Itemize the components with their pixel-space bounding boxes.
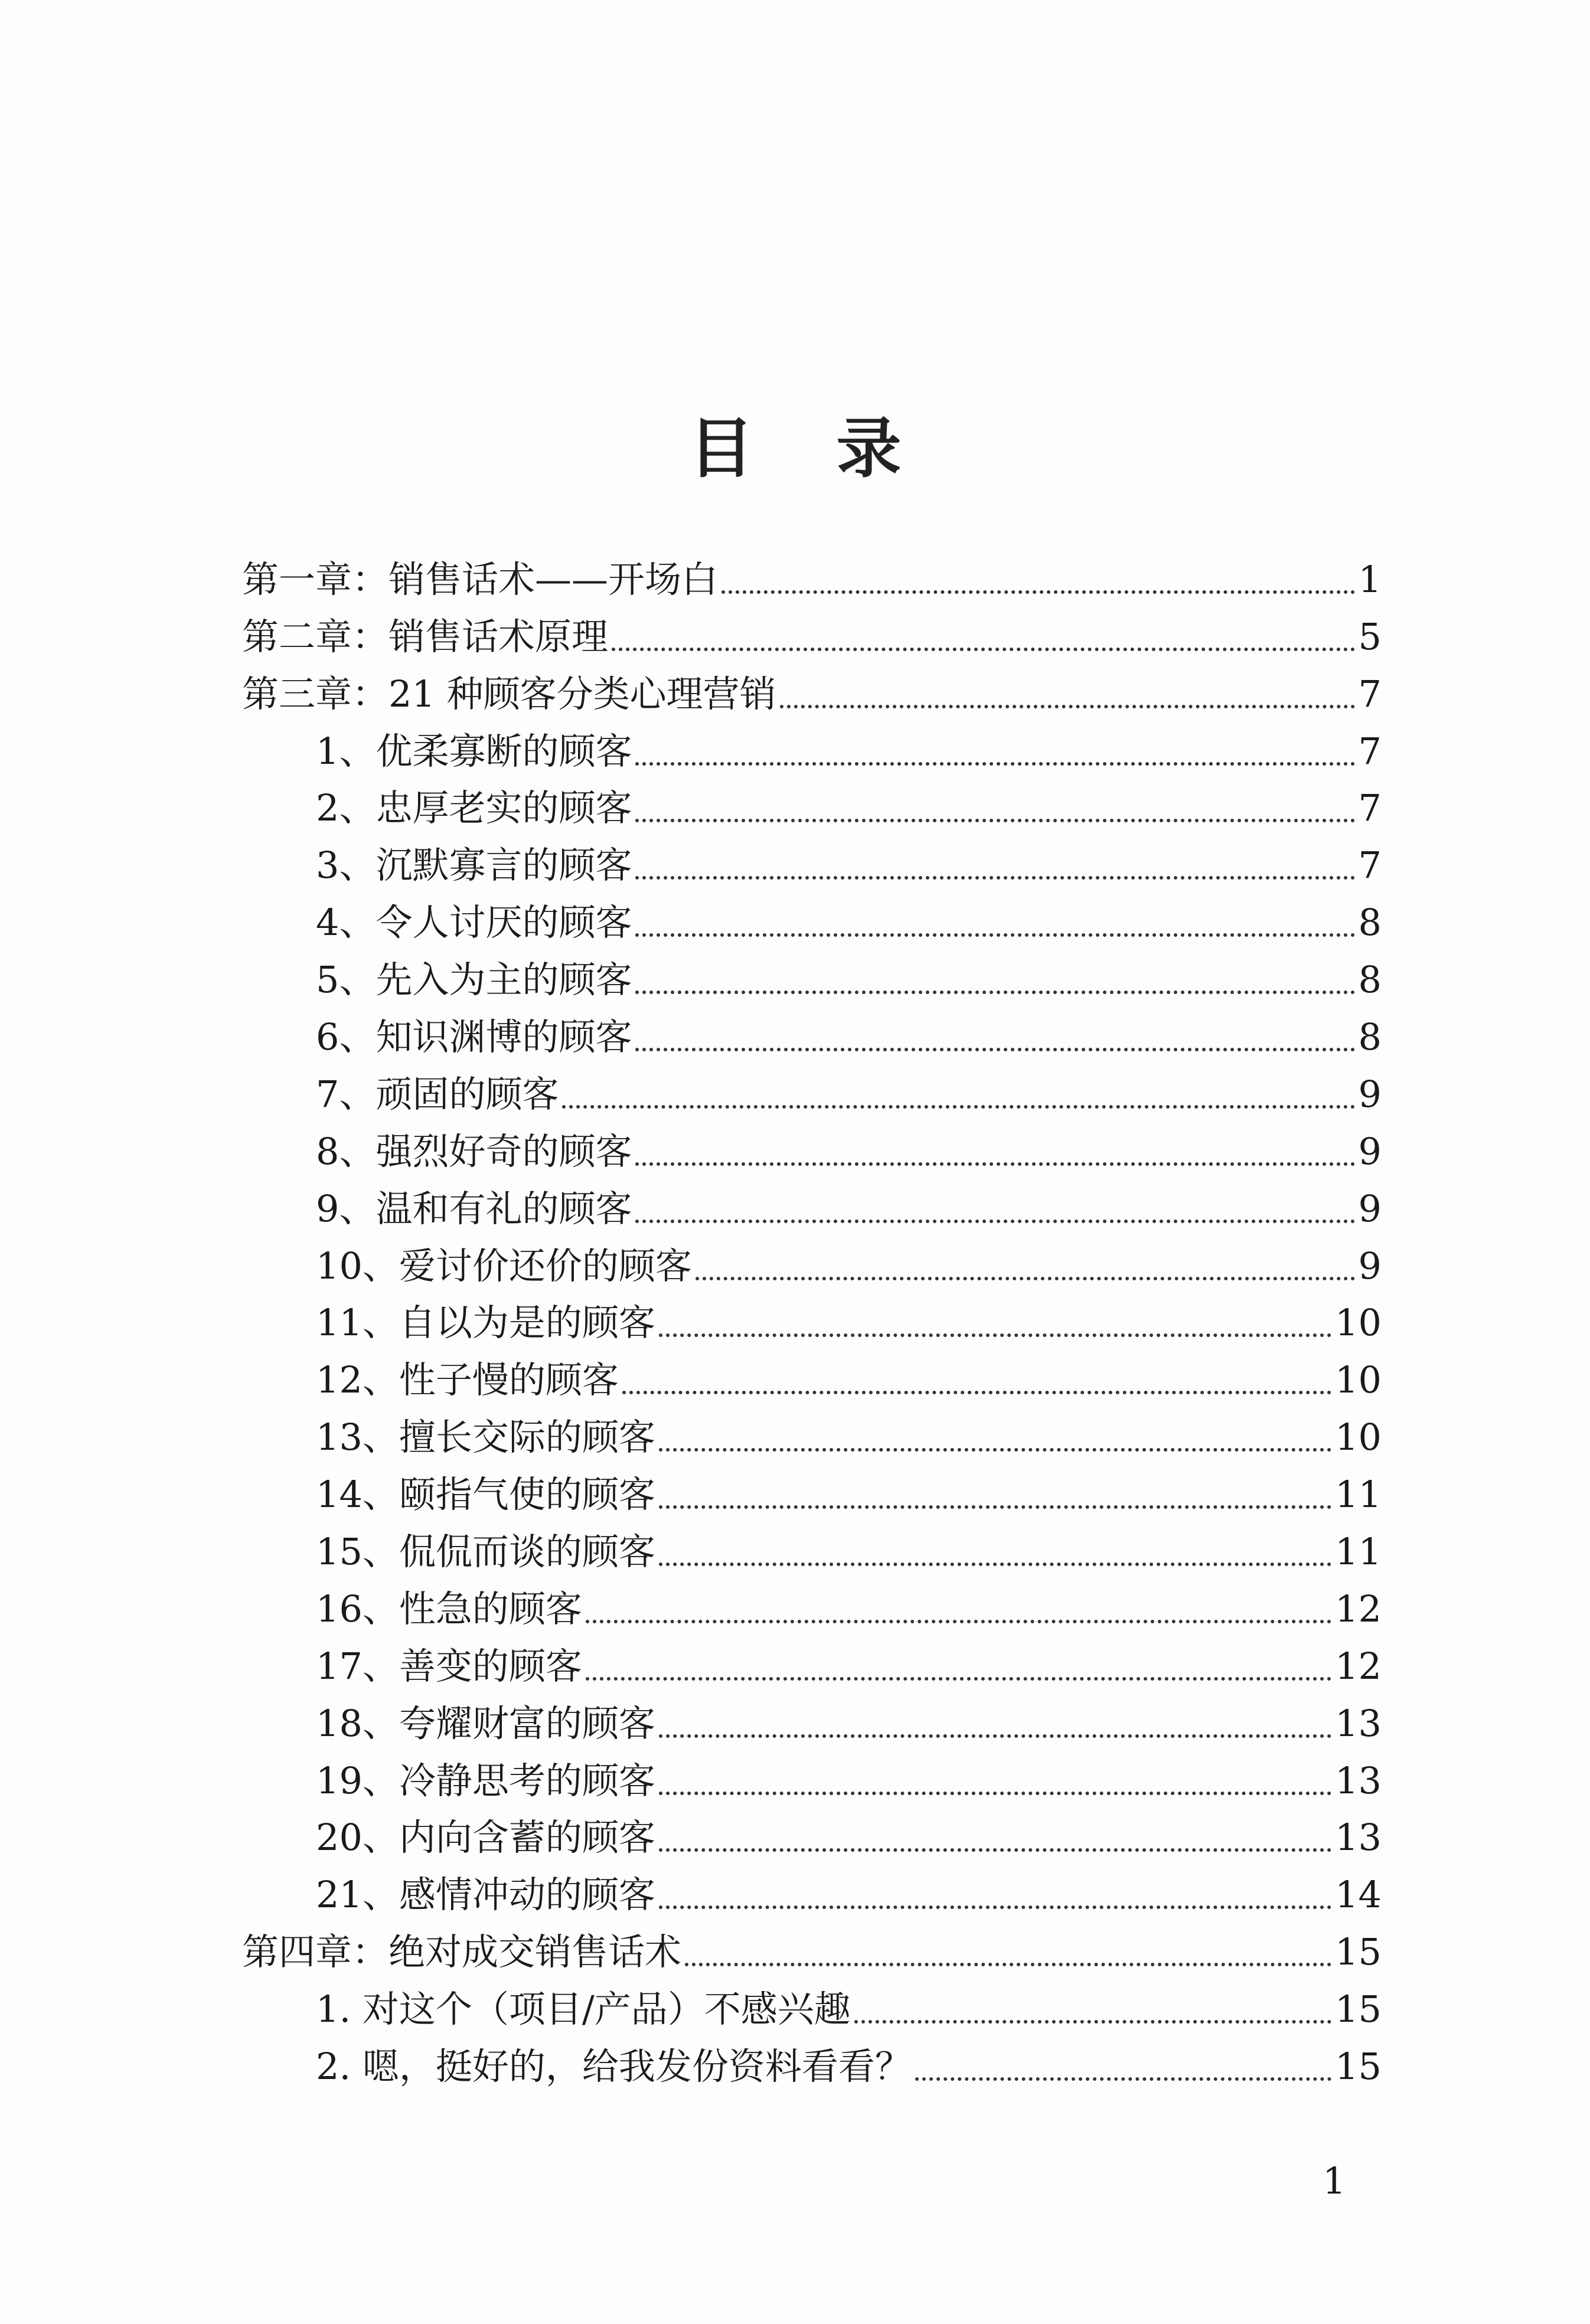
toc-section-entry [242,1290,1382,1347]
toc-chapter-entry [242,1918,1382,1976]
toc-entry-page: 13 [1335,1701,1382,1745]
toc-entry-page: 15 [1335,2045,1382,2088]
title-char-1: 目 [688,411,754,486]
toc-chapter-entry [242,603,1382,661]
dot-leader [635,762,1354,766]
toc-entry-page: 9 [1358,1244,1382,1287]
toc-section-entry [242,1747,1382,1805]
dot-leader [659,1905,1331,1909]
toc-entry-page: 8 [1358,958,1382,1002]
dot-leader [635,876,1354,880]
toc-entry-page: 7 [1358,844,1382,887]
dot-leader [635,1048,1354,1051]
toc-entry-label: 9、温和有礼的顾客 [316,1186,632,1230]
toc-entry-label: 21、感情冲动的顾客 [316,1873,655,1917]
toc-entry-page: 7 [1358,672,1382,715]
toc-entry-label: 18、夸耀财富的顾客 [316,1701,655,1745]
dot-leader [635,933,1354,937]
toc-entry-label: 第二章：销售话术原理 [242,614,609,658]
toc-entry-label: 13、擅长交际的顾客 [316,1416,655,1459]
toc-section-entry [242,889,1382,946]
toc-entry-page: 9 [1358,1072,1382,1116]
toc-entry-label: 19、冷静思考的顾客 [316,1758,655,1802]
toc-entry-page: 7 [1358,729,1382,773]
toc-section-entry [242,1976,1382,2033]
page-number: 1 [1323,2159,1346,2202]
dot-leader [915,2077,1331,2081]
toc-entry-page: 12 [1335,1644,1382,1688]
toc-entry-page: 7 [1358,786,1382,830]
toc-entry-label: 16、性急的顾客 [316,1587,582,1630]
toc-entry-label: 1、优柔寡断的顾客 [316,729,632,773]
dot-leader [635,1220,1354,1223]
toc-entry-label: 15、侃侃而谈的顾客 [316,1530,655,1574]
toc-entry-label: 第四章：绝对成交销售话术 [242,1930,682,1974]
toc-entry-page: 15 [1335,1930,1382,1974]
toc-entry-page: 14 [1335,1873,1382,1917]
toc-entry-label: 4、令人讨厌的顾客 [316,901,632,944]
dot-leader [659,1848,1331,1852]
dot-leader [685,1963,1331,1966]
dot-leader [659,1734,1331,1738]
page-title [0,407,1590,490]
toc-entry-page: 12 [1335,1587,1382,1630]
toc-entry-label: 2、忠厚老实的顾客 [316,786,632,830]
toc-entry-label: 8、强烈好奇的顾客 [316,1129,632,1173]
toc-section-entry [242,1518,1382,1576]
toc-entry-label: 20、内向含蓄的顾客 [316,1816,655,1859]
toc-section-entry [242,2033,1382,2090]
toc-section-entry [242,946,1382,1004]
toc-entry-label: 17、善变的顾客 [316,1644,582,1688]
toc-entry-label: 12、性子慢的顾客 [316,1358,619,1402]
toc-section-entry [242,1690,1382,1747]
toc-entry-page: 5 [1358,614,1382,658]
dot-leader [721,590,1355,594]
dot-leader [659,1333,1331,1337]
toc-entry-label: 1. 对这个（项目/产品）不感兴趣 [316,1988,851,2031]
dot-leader [659,1792,1331,1795]
toc-section-entry [242,1805,1382,1862]
toc-section-entry [242,832,1382,889]
toc-section-entry [242,1861,1382,1918]
toc-entry-label: 10、爱讨价还价的顾客 [316,1244,692,1287]
toc-entry-page: 13 [1335,1816,1382,1859]
toc-entry-page: 10 [1335,1416,1382,1459]
toc-entry-page: 8 [1358,1015,1382,1059]
dot-leader [696,1277,1355,1280]
toc-entry-page: 8 [1358,901,1382,944]
toc-entry-label: 7、顽固的顾客 [316,1072,559,1116]
dot-leader [635,819,1354,822]
toc-section-entry [242,718,1382,775]
dot-leader [586,1677,1331,1681]
toc-section-entry [242,1175,1382,1233]
toc-entry-page: 9 [1358,1186,1382,1230]
title-char-2: 录 [836,411,902,486]
table-of-contents [242,546,1382,2090]
toc-chapter-entry [242,661,1382,718]
toc-entry-page: 15 [1335,1988,1382,2031]
toc-section-entry [242,1576,1382,1633]
dot-leader [659,1563,1331,1566]
toc-section-entry [242,1404,1382,1461]
toc-entry-label: 2. 嗯，挺好的，给我发份资料看看？ [316,2045,912,2088]
dot-leader [635,991,1354,994]
toc-entry-label: 第一章：销售话术——开场白 [242,557,719,601]
toc-entry-page: 10 [1335,1301,1382,1345]
toc-entry-label: 11、自以为是的顾客 [316,1301,655,1345]
toc-entry-page: 1 [1358,557,1382,601]
dot-leader [562,1105,1354,1109]
toc-entry-label: 14、颐指气使的顾客 [316,1473,655,1516]
dot-leader [622,1391,1331,1394]
dot-leader [659,1448,1331,1452]
toc-section-entry [242,1633,1382,1690]
toc-entry-label: 3、沉默寡言的顾客 [316,844,632,887]
dot-leader [659,1505,1331,1509]
dot-leader [854,2020,1331,2024]
dot-leader [635,1162,1354,1166]
toc-entry-label: 6、知识渊博的顾客 [316,1015,632,1059]
toc-section-entry [242,1461,1382,1518]
toc-entry-label: 5、先入为主的顾客 [316,958,632,1002]
toc-section-entry [242,1233,1382,1290]
toc-entry-page: 11 [1335,1473,1382,1516]
toc-section-entry [242,775,1382,832]
toc-section-entry [242,1346,1382,1404]
dot-leader [586,1620,1331,1623]
dot-leader [612,648,1355,651]
toc-section-entry [242,1004,1382,1061]
toc-entry-page: 11 [1335,1530,1382,1574]
dot-leader [780,705,1355,708]
toc-section-entry [242,1118,1382,1175]
toc-entry-page: 13 [1335,1758,1382,1802]
toc-entry-page: 9 [1358,1129,1382,1173]
toc-chapter-entry [242,546,1382,603]
toc-section-entry [242,1061,1382,1118]
toc-entry-page: 10 [1335,1358,1382,1402]
toc-entry-label: 第三章：21 种顾客分类心理营销 [242,672,776,715]
